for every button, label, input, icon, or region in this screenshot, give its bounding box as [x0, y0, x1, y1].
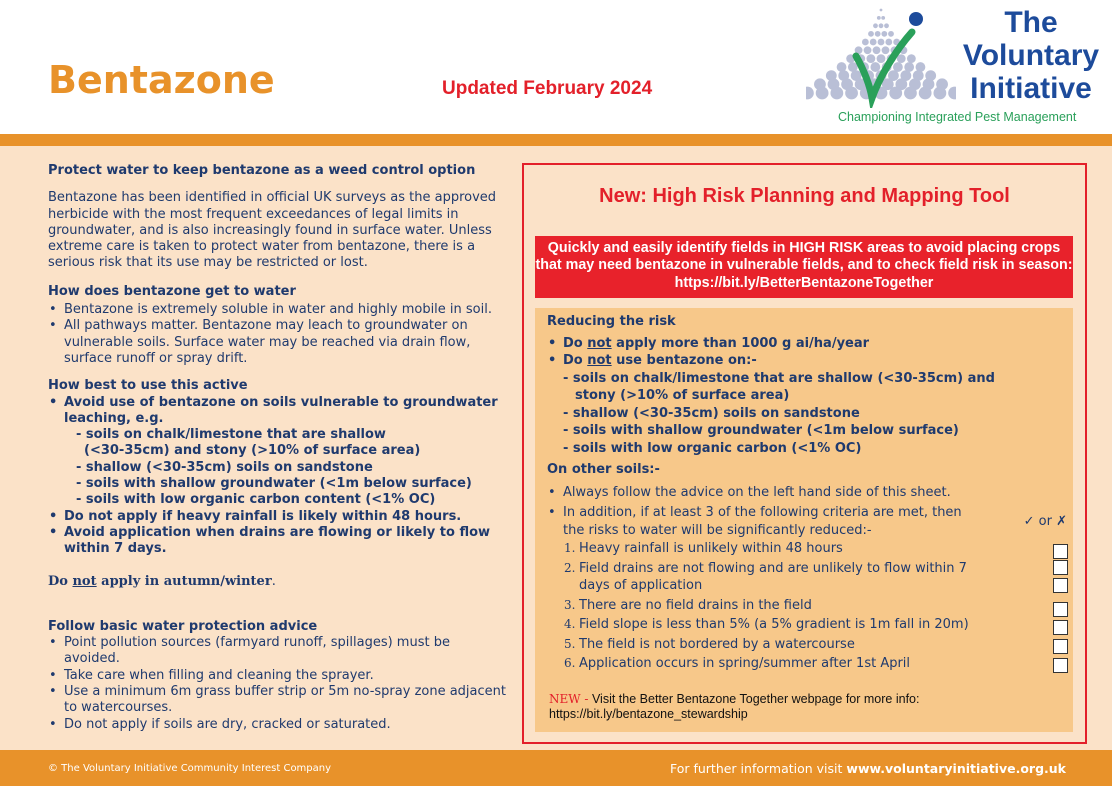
voluntary-initiative-logo-icon [806, 2, 956, 108]
new-webpage-note: NEW - Visit the Better Bentazone Together webpage for more info: https://bit.ly/bentazone_stewardship [549, 692, 920, 721]
stewardship-link[interactable]: https://bit.ly/bentazone_stewardship [549, 706, 748, 721]
list-item: • Bentazone is extremely soluble in water and highly mobile in soil. [48, 302, 506, 318]
tick-or-cross-header: ✓ or ✗ [1023, 514, 1067, 529]
usage-list [48, 395, 506, 428]
logo-dot [877, 16, 881, 20]
logo-dot [868, 31, 874, 37]
panel-title: New: High Risk Planning and Mapping Tool [599, 185, 1010, 207]
logo-dot [879, 23, 884, 28]
page-title: Bentazone [48, 58, 275, 102]
main-content [0, 146, 1112, 750]
logo-line-3: Initiative [970, 72, 1092, 105]
logo-dot [881, 31, 887, 37]
updated-date: Updated February 2024 [442, 78, 653, 99]
logo-dot [881, 16, 885, 20]
logo-dot [907, 54, 916, 63]
logo-tagline: Championing Integrated Pest Management [838, 110, 1077, 124]
criterion-row: 6. Application occurs in spring/summer after 1st April [547, 655, 1067, 673]
logo-dot [884, 23, 889, 28]
soil-item: - soils with shallow groundwater (<1m below surface) [76, 476, 472, 492]
criterion-checkbox[interactable] [1053, 544, 1068, 559]
logo-line-2: Voluntary [962, 39, 1100, 72]
header-divider [0, 134, 1112, 146]
criterion-checkbox[interactable] [1053, 578, 1068, 593]
logo-wordmark [958, 6, 1104, 105]
list-item: • Avoid application when drains are flowing or likely to flow within 7 days. [48, 525, 506, 558]
logo-dot [948, 87, 956, 100]
soil-item: stony (>10% of surface area) [575, 388, 790, 403]
logo-dot [830, 87, 843, 100]
mapping-tool-banner: Quickly and easily identify fields in HIGH RISK areas to avoid placing crops that may need bentazone in vulnerable fields, and to check field risk in season: https://bit.ly/BetterBentazoneTogether [535, 236, 1073, 298]
reducing-risk-box [535, 308, 1073, 732]
logo-dot [882, 46, 890, 54]
list-item: • Use a minimum 6m grass buffer strip or 5m no-spray zone adjacent to watercourses. [48, 684, 506, 717]
logo-dot [806, 87, 814, 100]
footer [0, 750, 1112, 786]
criterion-checkbox[interactable] [1053, 560, 1068, 575]
logo-dot [875, 31, 881, 37]
further-info: For further information visit www.voluntaryinitiative.org.uk [669, 761, 1066, 776]
logo-dot [878, 39, 885, 46]
criterion-checkbox[interactable] [1053, 620, 1068, 635]
new-label: NEW - [549, 692, 589, 706]
logo-dot [873, 46, 881, 54]
criterion-row: 2. Field drains are not flowing and are unlikely to flow within 7 days of application [547, 560, 1067, 595]
criterion-row: 5. The field is not bordered by a watercourse [547, 636, 1067, 654]
advice-list [48, 635, 506, 733]
list-item: • In addition, if at least 3 of the following criteria are met, then the risks to water will be significantly reduced:- [547, 504, 1067, 539]
high-risk-panel [522, 163, 1087, 744]
reducing-heading: Reducing the risk [547, 314, 676, 329]
rule-item: • Do not apply more than 1000 g ai/ha/year [547, 335, 1067, 353]
soil-item: - soils on chalk/limestone that are shallow (<30-35cm) and [563, 370, 995, 386]
logo-dot [888, 31, 894, 37]
soil-item: - shallow (<30-35cm) soils on sandstone [76, 459, 373, 475]
header [0, 0, 1112, 134]
list-item: • Point pollution sources (farmyard runoff, spillages) must be avoided. [48, 635, 506, 668]
criterion-checkbox[interactable] [1053, 602, 1068, 617]
logo-dot [904, 87, 917, 100]
criterion-row: 4. Field slope is less than 5% (a 5% gradient is 1m fall in 20m) [547, 616, 1067, 634]
list-item: • Do not apply if soils are dry, cracked or saturated. [48, 717, 506, 733]
pathway-list [48, 302, 506, 367]
soil-item: (<30-35cm) and stony (>10% of surface area) [84, 443, 421, 459]
section-heading: How does bentazone get to water [48, 283, 296, 299]
soil-item: - shallow (<30-35cm) soils on sandstone [563, 405, 860, 421]
rule-item: • Do not use bentazone on:- [547, 352, 1067, 370]
logo-dot [816, 87, 829, 100]
other-soils-list [547, 484, 1067, 540]
intro-paragraph: Bentazone has been identified in official UK surveys as the approved herbicide with the most frequent exceedances of legal limits in groundwater, and is also increasingly found in surface water. Unless extreme care is taken to protect water from bentazone, there is a serious risk that its use may be restricted or lost. [48, 190, 497, 271]
criterion-checkbox[interactable] [1053, 639, 1068, 654]
logo-dot [873, 23, 878, 28]
logo-dot [870, 62, 880, 72]
logo-dot [877, 54, 886, 63]
logo-line-1: The [1004, 6, 1058, 39]
section-heading: Follow basic water protection advice [48, 618, 318, 634]
logo-dot [866, 54, 875, 63]
logo-dot [889, 87, 902, 100]
logo-dot [864, 46, 872, 54]
logo-dot [885, 39, 892, 46]
list-item: • Always follow the advice on the left hand side of this sheet. [547, 484, 1067, 502]
soil-item: - soils with low organic carbon content (<1% OC) [76, 492, 436, 508]
usage-list-2 [48, 509, 506, 558]
logo-dot [845, 87, 858, 100]
logo-dot [880, 9, 883, 12]
left-column [48, 163, 506, 733]
criterion-checkbox[interactable] [1053, 658, 1068, 673]
soil-item: - soils on chalk/limestone that are shallow [76, 427, 386, 443]
logo-dot [919, 87, 932, 100]
logo-dot [870, 39, 877, 46]
list-item: • All pathways matter. Bentazone may leach to groundwater on vulnerable soils. Surface water may be reached via drain flow, surface runoff or spray drift. [48, 318, 506, 367]
soil-item: - soils with shallow groundwater (<1m below surface) [563, 423, 959, 438]
soil-item: - soils with low organic carbon (<1% OC) [563, 440, 862, 456]
website-link[interactable]: www.voluntaryinitiative.org.uk [846, 761, 1066, 776]
other-soils-heading: On other soils:- [547, 462, 660, 477]
logo-dot [862, 39, 869, 46]
list-item: • Take care when filling and cleaning the sprayer. [48, 668, 506, 684]
list-item: • Avoid use of bentazone on soils vulnerable to groundwater leaching, e.g. [48, 395, 506, 428]
copyright: © The Voluntary Initiative Community Interest Company [48, 763, 332, 774]
autumn-warning: Do not apply in autumn/winter. [48, 573, 276, 589]
criterion-row: 3. There are no field drains in the field [547, 597, 1067, 615]
criterion-row: 1. Heavy rainfall is unlikely within 48 hours [547, 540, 1067, 558]
rules-list [547, 335, 1067, 370]
list-item: • Do not apply if heavy rainfall is likely within 48 hours. [48, 509, 506, 525]
logo-dot [933, 87, 946, 100]
section-heading: Protect water to keep bentazone as a weed control option [48, 163, 476, 178]
section-heading: How best to use this active [48, 378, 248, 394]
